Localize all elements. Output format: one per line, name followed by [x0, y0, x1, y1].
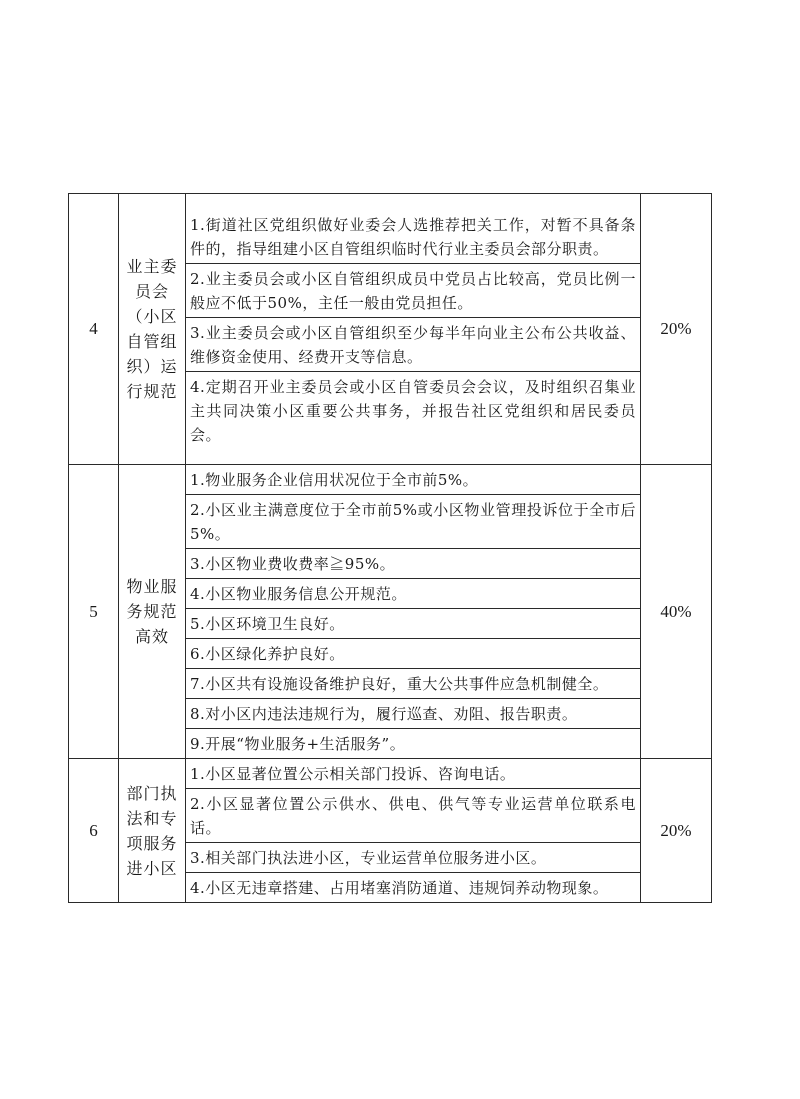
- criteria-item: 3.相关部门执法进小区，专业运营单位服务进小区。: [186, 842, 640, 872]
- criteria-item: 3.业主委员会或小区自管组织至少每半年向业主公布公共收益、维修资金使用、经费开支等信息。: [186, 317, 640, 371]
- criteria-item: 9.开展“物业服务+生活服务”。: [186, 728, 640, 758]
- criteria-item: 5.小区环境卫生良好。: [186, 608, 640, 638]
- criteria-item: 2.业主委员会或小区自管组织成员中党员占比较高，党员比例一般应不低于50%，主任一般由党员担任。: [186, 263, 640, 317]
- criteria-item: 1.物业服务企业信用状况位于全市前5%。: [190, 471, 479, 489]
- table-row: [69, 759, 712, 903]
- table-body: [69, 194, 712, 903]
- criteria-item: 6.小区绿化养护良好。: [186, 638, 640, 668]
- criteria-item: 2.小区业主满意度位于全市前5%或小区物业管理投诉位于全市后5%。: [186, 494, 640, 548]
- row-number: 4: [69, 194, 119, 465]
- criteria-cell: [186, 465, 641, 759]
- category-name: 业主委员会（小区自管组织）运行规范: [119, 194, 186, 465]
- criteria-item: 1.小区显著位置公示相关部门投诉、咨询电话。: [190, 765, 516, 783]
- evaluation-table: [68, 193, 712, 903]
- criteria-item: 4.小区物业服务信息公开规范。: [186, 578, 640, 608]
- criteria-cell: [186, 194, 641, 465]
- row-number: 6: [69, 759, 119, 903]
- criteria-cell: [186, 759, 641, 903]
- row-number: 5: [69, 465, 119, 759]
- criteria-item: 3.小区物业费收费率≧95%。: [186, 548, 640, 578]
- table-row: [69, 194, 712, 465]
- criteria-item: 4.定期召开业主委员会或小区自管委员会会议，及时组织召集业主共同决策小区重要公共事务，并报告社区党组织和居民委员会。: [186, 371, 640, 449]
- criteria-item: 1.街道社区党组织做好业委会人选推荐把关工作，对暂不具备条件的，指导组建小区自管组织临时代行业主委员会部分职责。: [190, 215, 636, 258]
- criteria-item: 2.小区显著位置公示供水、供电、供气等专业运营单位联系电话。: [186, 788, 640, 842]
- category-name: 物业服务规范高效: [119, 465, 186, 759]
- weight-percent: 20%: [641, 194, 712, 465]
- category-name: 部门执法和专项服务进小区: [119, 759, 186, 903]
- weight-percent: 20%: [641, 759, 712, 903]
- table-row: [69, 465, 712, 759]
- weight-percent: 40%: [641, 465, 712, 759]
- criteria-item: 8.对小区内违法违规行为，履行巡查、劝阻、报告职责。: [186, 698, 640, 728]
- criteria-item: 7.小区共有设施设备维护良好，重大公共事件应急机制健全。: [186, 668, 640, 698]
- criteria-item: 4.小区无违章搭建、占用堵塞消防通道、违规饲养动物现象。: [186, 872, 640, 902]
